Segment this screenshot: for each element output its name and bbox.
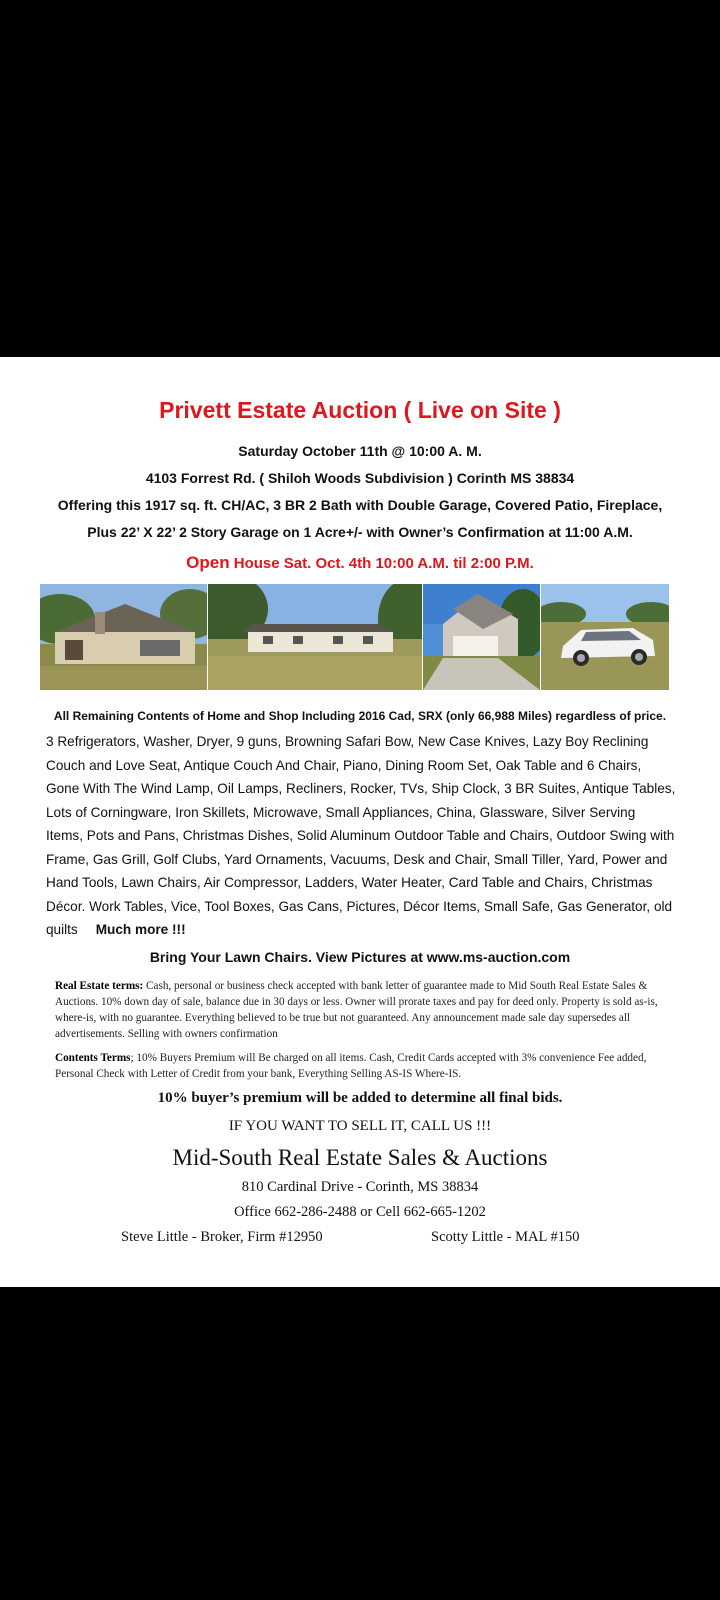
flyer-title: Privett Estate Auction ( Live on Site )	[159, 397, 561, 423]
offering-line-2: Plus 22’ X 22’ 2 Story Garage on 1 Acre+/- with Owner’s Confirmation at 11:00 A.M.	[87, 524, 633, 540]
contents-heading: All Remaining Contents of Home and Shop Including 2016 Cad, SRX (only 66,988 Miles) regardless of price.	[53, 709, 667, 723]
offering-line-1: Offering this 1917 sq. ft. CH/AC, 3 BR 2 Bath with Double Garage, Covered Patio, Fireplace,	[57, 497, 663, 513]
contents-terms	[55, 1050, 667, 1082]
company-address: 810 Cardinal Drive - Corinth, MS 38834	[241, 1179, 479, 1195]
auction-flyer	[0, 357, 720, 1287]
photo-cadillac-srx	[541, 584, 669, 690]
contents-terms-label: Contents Terms	[55, 1052, 131, 1064]
real-estate-terms-label: Real Estate terms:	[55, 980, 144, 992]
real-estate-terms-text: Cash, personal or business check accepted with bank letter of guarantee made to Mid South Real Estate Sales & Auctions. 10% down day of sale, balance due in 30 days or less. Owner will prorate taxes and pay for deed only. Property is sold as-is, where-is, with no guarantee. Everything believed to be true but not guaranteed. Any announcement made sale day supersedes all advertisements. Selling with owners confirmation	[55, 980, 658, 1040]
staff-line	[0, 1229, 720, 1249]
much-more-text: Much more !!!	[95, 922, 186, 937]
open-house-line	[0, 553, 720, 573]
property-address: 4103 Forrest Rd. ( Shiloh Woods Subdivision ) Corinth MS 38834	[145, 470, 575, 486]
company-name: Mid-South Real Estate Sales & Auctions	[172, 1145, 548, 1170]
sell-call-us-line: IF YOU WANT TO SELL IT, CALL US !!!	[228, 1118, 492, 1134]
photo-house-front	[40, 584, 207, 690]
buyers-premium-line: 10% buyer’s premium will be added to determine all final bids.	[157, 1090, 563, 1106]
property-photos	[40, 584, 669, 690]
bring-chairs-line: Bring Your Lawn Chairs. View Pictures at www.ms-auction.com	[149, 949, 571, 965]
contents-items: 3 Refrigerators, Washer, Dryer, 9 guns, Browning Safari Bow, New Case Knives, Lazy Boy Reclining Couch and Love Seat, Antique Couch And Chair, Piano, Dining Room Set, Oak Table and 6 Chairs, Gone With The Wind Lamp, Oil Lamps, Recliners, Rocker, TVs, Ship Clock, 3 BR Suites, Antique Tables, Lots of Corningware, Iron Skillets, Microwave, Small Appliances, China, Glassware, Silver Serving Items, Pots and Pans, Christmas Dishes, Solid Aluminum Outdoor Table and Chairs, Outdoor Swing with Frame, Gas Grill, Golf Clubs, Yard Ornaments, Vacuums, Desk and Chair, Small Tiller, Yard, Power and Hand Tools, Lawn Chairs, Air Compressor, Ladders, Water Heater, Card Table and Chairs, Christmas Décor. Work Tables, Vice, Tool Boxes, Gas Cans, Pictures, Décor Items, Small Safe, Gas Generator, old quilts	[46, 734, 676, 937]
company-phones: Office 662-286-2488 or Cell 662-665-1202	[234, 1204, 486, 1220]
mal-info: Scotty Little - MAL #150	[431, 1229, 580, 1245]
contents-list	[46, 730, 676, 942]
real-estate-terms	[55, 978, 667, 1042]
contents-terms-text: ; 10% Buyers Premium will Be charged on all items. Cash, Credit Cards accepted with 3% convenience Fee added, Personal Check with Letter of Credit from your bank, Everything Selling AS-IS Where-IS.	[55, 1052, 647, 1080]
photo-ranch-house	[208, 584, 422, 690]
auction-date: Saturday October 11th @ 10:00 A. M.	[238, 443, 482, 459]
broker-info: Steve Little - Broker, Firm #12950	[121, 1229, 323, 1245]
open-house-word: Open	[186, 553, 230, 572]
open-house-details: House Sat. Oct. 4th 10:00 A.M. til 2:00 P.M.	[229, 555, 534, 572]
photo-garage	[423, 584, 540, 690]
